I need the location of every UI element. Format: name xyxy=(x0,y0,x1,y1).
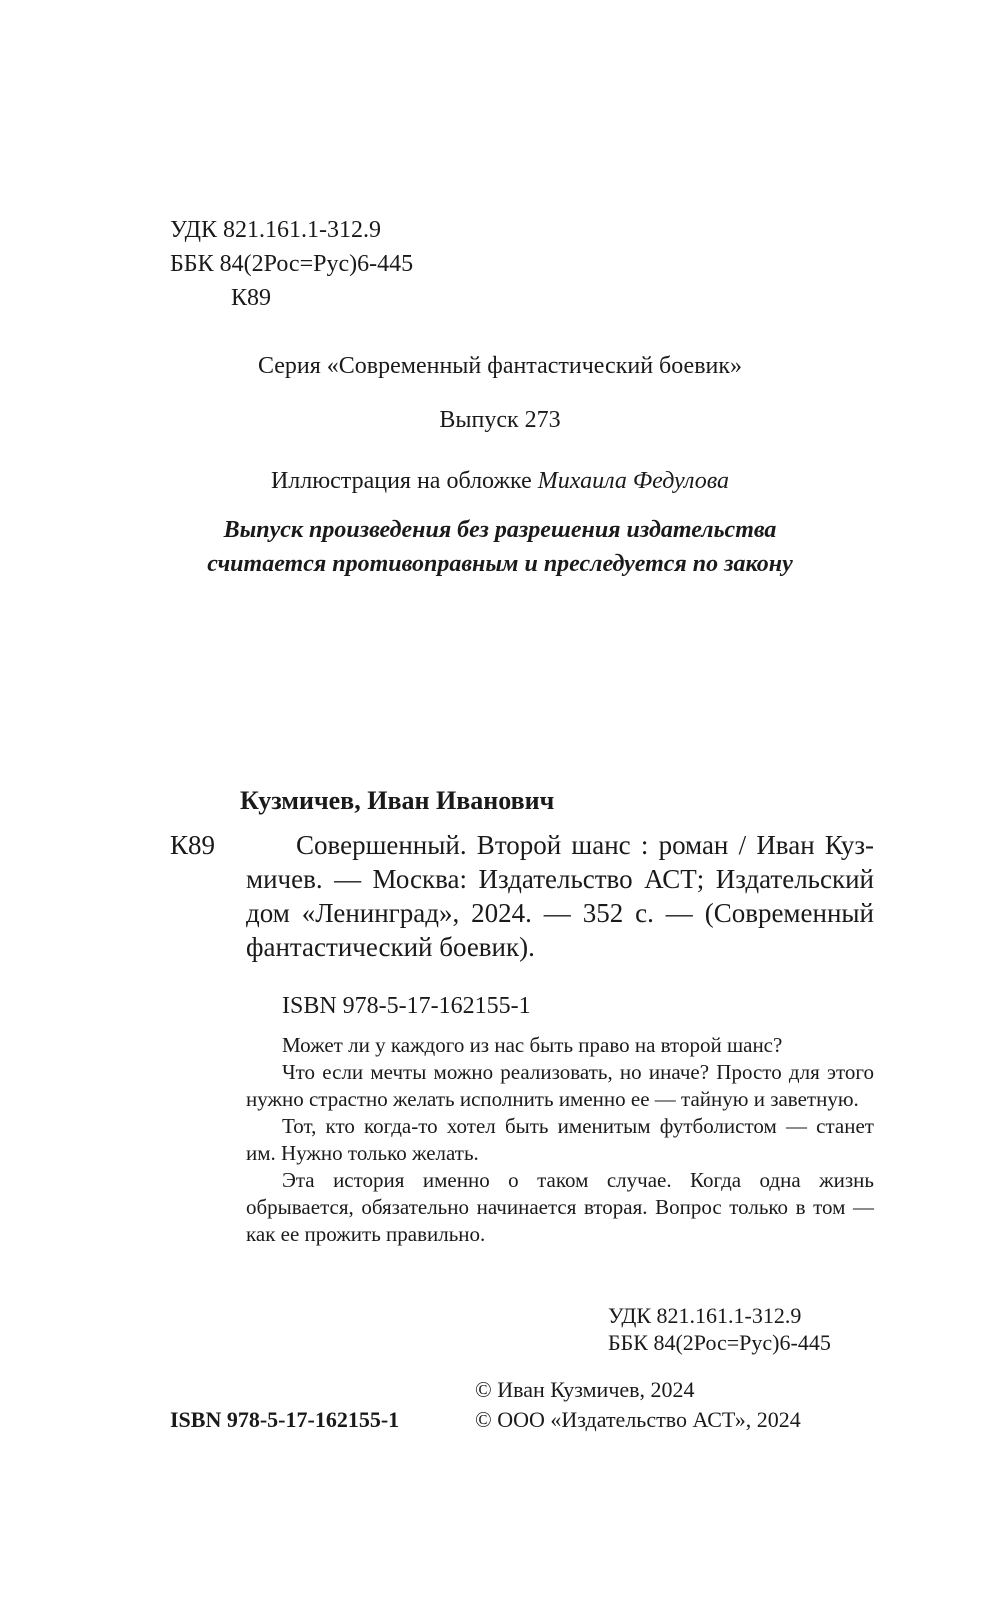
isbn-bottom: ISBN 978-5-17-162155-1 xyxy=(170,1407,400,1432)
illustration-prefix: Иллюстрация на обложке xyxy=(270,468,538,494)
annotation-paragraph-1: Может ли у каждого из нас быть право на второй шанс? xyxy=(282,1033,783,1057)
annotation xyxy=(246,1032,874,1248)
annotation-paragraph-2: Что если мечты можно реализовать, но иначе? Просто для этого нужно страстно желать исполнить именно ее — тайную и заветную. xyxy=(246,1060,874,1111)
annotation-paragraph-3: Тот, кто когда-то хотел быть именитым футболистом — станет им. Нужно только желать. xyxy=(246,1114,874,1165)
bbk-top: ББК 84(2Рос=Рус)6-445 xyxy=(170,251,414,277)
illustration-credit xyxy=(0,467,1000,495)
series-line: Серия «Современный фантастический боевик» xyxy=(257,353,743,379)
copyright-publisher: © ООО «Издательство АСТ», 2024 xyxy=(475,1407,801,1432)
catalog-line-3: дом «Ленинград», 2024. — 352 с. — (Современный xyxy=(246,898,874,928)
warning-line-2: считается противоправным и преследуется по закону xyxy=(207,551,793,577)
bbk-bottom: ББК 84(2Рос=Рус)6-445 xyxy=(608,1330,831,1355)
catalog-author: Кузмичев, Иван Иванович xyxy=(240,786,555,815)
annotation-paragraph-4: Эта история именно о таком случае. Когда одна жизнь обрывается, обязательно начинается вторая. Вопрос только в том — как ее прожить правильно. xyxy=(246,1168,874,1246)
catalog-line-1: Совершенный. Второй шанс : роман / Иван Куз- xyxy=(296,830,874,860)
catalog-line-4: фантастический боевик). xyxy=(246,932,535,962)
catalog-mark: К89 xyxy=(170,830,216,860)
catalog-line-2: мичев. — Москва: Издательство АСТ; Издательский xyxy=(246,864,874,894)
author-mark-top: К89 xyxy=(231,285,272,311)
catalog-isbn: ISBN 978-5-17-162155-1 xyxy=(282,993,531,1019)
issue-line: Выпуск 273 xyxy=(439,407,561,433)
illustration-artist: Михаила Федулова xyxy=(537,468,730,494)
copyright-author: © Иван Кузмичев, 2024 xyxy=(475,1377,695,1402)
udk-top: УДК 821.161.1-312.9 xyxy=(170,217,381,243)
warning-line-1: Выпуск произведения без разрешения издательства xyxy=(223,517,777,543)
udk-bottom: УДК 821.161.1-312.9 xyxy=(608,1303,802,1328)
